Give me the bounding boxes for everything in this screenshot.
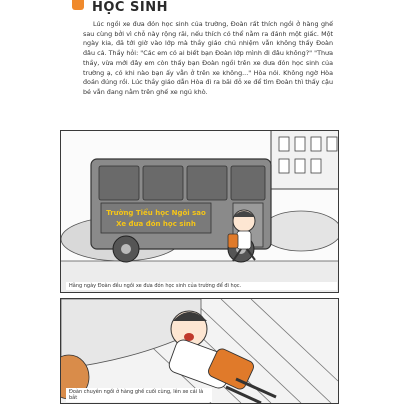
section-heading: HỌC SINH bbox=[92, 0, 168, 15]
caption-panel-1: Hằng ngày Đoàn đều ngồi xe đưa đón học sinh của trường để đi học. bbox=[66, 282, 337, 290]
illustration-panel-bus bbox=[60, 130, 339, 293]
bus-scene-illustration bbox=[61, 131, 338, 292]
bus-sign-line1: Trường Tiểu học Ngôi sao bbox=[106, 209, 206, 217]
story-body bbox=[83, 20, 333, 98]
story-paragraph: Lúc ngồi xe đưa đón học sinh của trường, Đoàn rất thích ngồi ở hàng ghế sau cùng bởi vì chỗ này rộng rãi, nếu thích có thể nằm ra đánh một giấc. Một ngày kia, đã tới giờ vào lớp mà thầy giáo chủ nhiệm vẫn không thấy Đoàn đâu cả. Thầy hỏi: "Các em có ai biết bạn Đoàn lớp mình đi đâu không?" "Thưa thầy, vừa mới đây em còn thấy bạn Đoàn ngồi trên xe đưa đón học sinh của trường ạ, có khi nào bạn ấy vẫn ở trên xe không..." Hòa nói. Không ngờ Hòa đoán đúng rồi. Lúc thầy giáo dẫn Hòa đi ra bãi đỗ xe để tìm Đoàn thì thấy cậu bé vẫn đang nằm trên ghế xe ngủ khò. bbox=[83, 20, 333, 96]
chapter-tab-marker bbox=[72, 0, 84, 10]
caption-panel-2: Đoàn chuyên ngồi ở hàng ghế cuối cùng, lên xe cái là bắt bbox=[66, 388, 212, 402]
bus-sign-line2: Xe đưa đón học sinh bbox=[116, 220, 196, 228]
